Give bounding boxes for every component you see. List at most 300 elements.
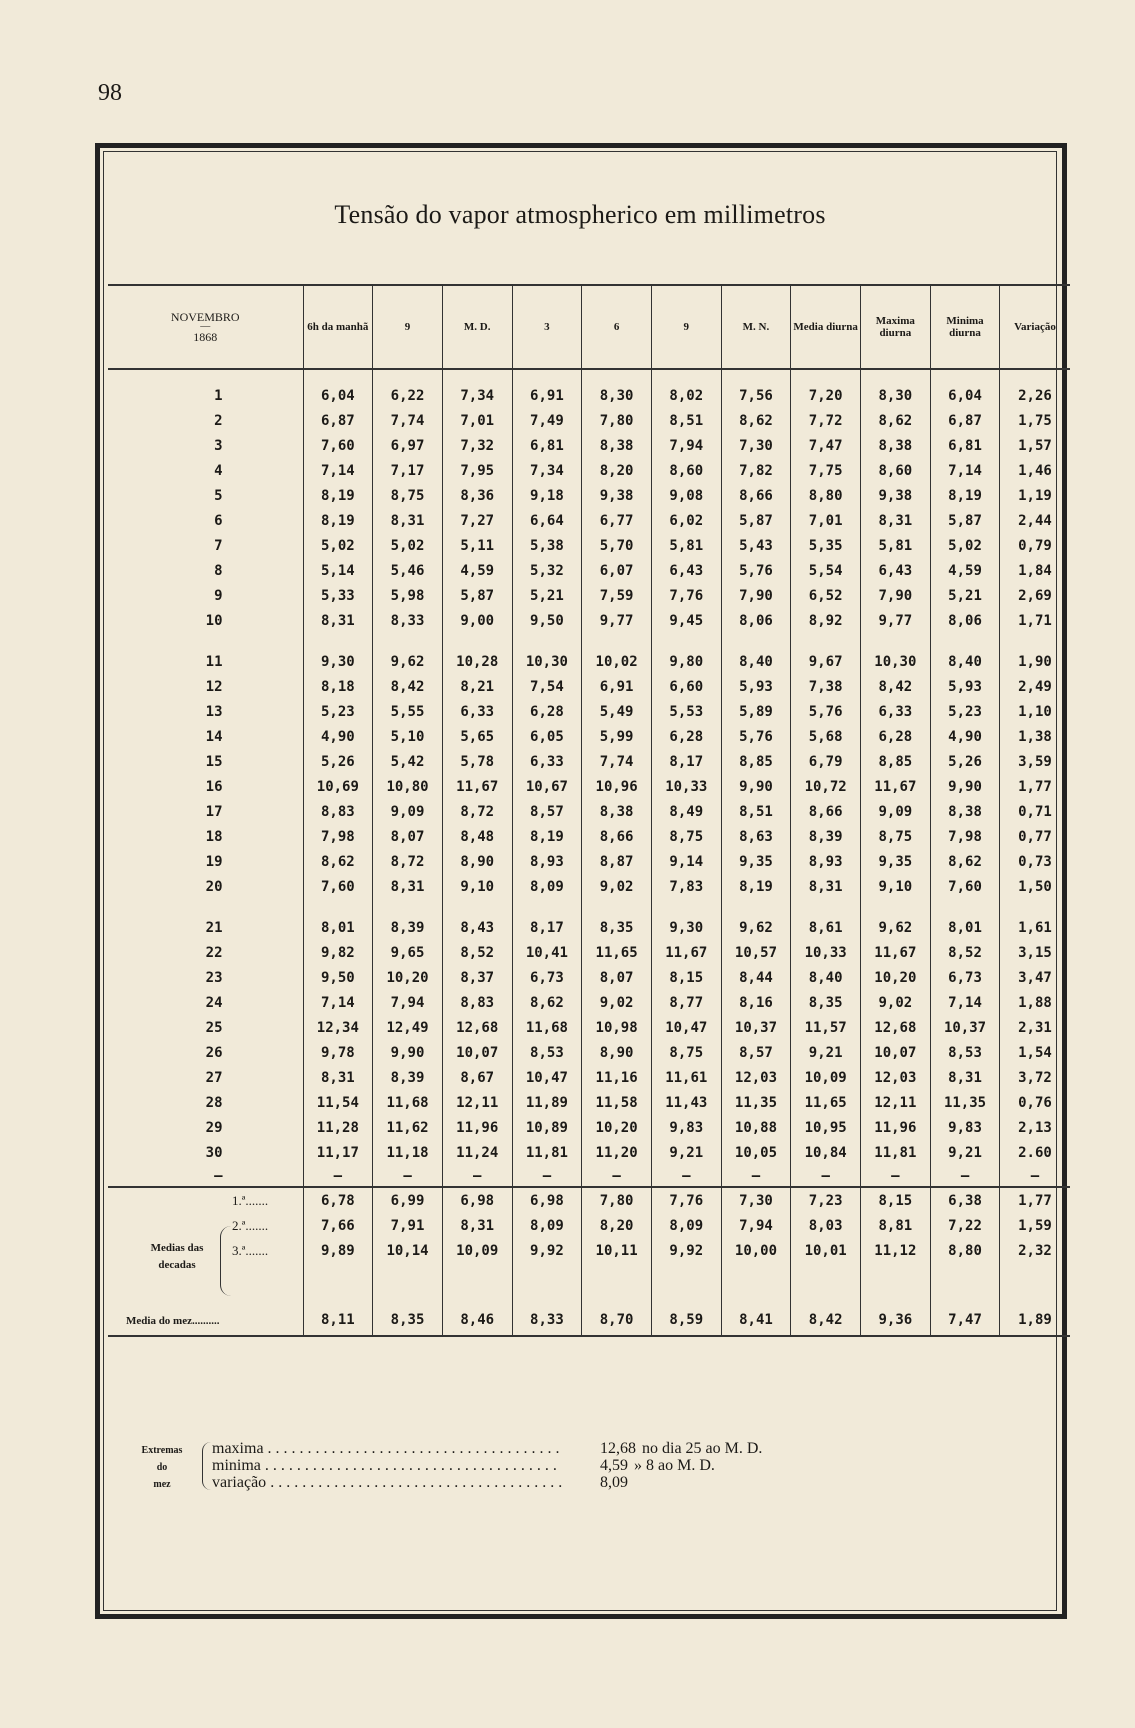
column-header: 6 <box>582 285 652 369</box>
value-cell: 11,18 <box>373 1140 443 1165</box>
value-cell: 7,49 <box>512 408 582 433</box>
value-cell: 9,45 <box>651 608 721 633</box>
value-cell: 9,62 <box>861 915 931 940</box>
value-cell: 5,23 <box>930 699 1000 724</box>
value-cell: 7,94 <box>651 433 721 458</box>
value-cell: 8,31 <box>791 874 861 899</box>
value-cell: 8,15 <box>861 1187 931 1213</box>
value-cell: 11,54 <box>303 1090 373 1115</box>
dash-cell: — <box>861 1165 931 1187</box>
row-label: 9 <box>214 587 223 604</box>
value-cell <box>930 899 1000 915</box>
value-cell: 8,75 <box>651 1040 721 1065</box>
value-cell: 6,04 <box>303 383 373 408</box>
column-header: Maxima diurna <box>861 285 931 369</box>
value-cell: 7,94 <box>373 990 443 1015</box>
header-dash: — <box>200 321 211 332</box>
day-row <box>108 699 1070 724</box>
value-cell: 8,36 <box>442 483 512 508</box>
value-cell: 7,34 <box>512 458 582 483</box>
decades-label-line1: Medias das <box>150 1242 204 1254</box>
value-cell: 9,10 <box>861 874 931 899</box>
value-cell: 3,72 <box>1000 1065 1070 1090</box>
value-cell: 11,35 <box>930 1090 1000 1115</box>
value-cell: 8,85 <box>721 749 791 774</box>
value-cell: 11,67 <box>861 774 931 799</box>
dash-cell: — <box>214 1167 223 1184</box>
value-cell: 9,21 <box>930 1140 1000 1165</box>
value-cell <box>1000 633 1070 649</box>
value-cell: 7,14 <box>930 458 1000 483</box>
value-cell: 2.60 <box>1000 1140 1070 1165</box>
value-cell: 1,88 <box>1000 990 1070 1015</box>
value-cell: 10,02 <box>582 649 652 674</box>
decade-label: 2.ª....... <box>232 1217 269 1233</box>
value-cell: 11,43 <box>651 1090 721 1115</box>
value-cell <box>651 899 721 915</box>
value-cell: 5,76 <box>721 724 791 749</box>
value-cell: 6,91 <box>512 383 582 408</box>
value-cell: 7,20 <box>791 383 861 408</box>
row-label: 13 <box>205 703 223 720</box>
value-cell: 6,33 <box>442 699 512 724</box>
value-cell <box>512 899 582 915</box>
value-cell: 9,10 <box>442 874 512 899</box>
value-cell: 7,54 <box>512 674 582 699</box>
value-cell <box>791 899 861 915</box>
value-cell: 11,61 <box>651 1065 721 1090</box>
day-row <box>108 458 1070 483</box>
value-cell: 2,31 <box>1000 1015 1070 1040</box>
value-cell: 7,34 <box>442 383 512 408</box>
value-cell <box>512 633 582 649</box>
day-row <box>108 1090 1070 1115</box>
value-cell: 5,46 <box>373 558 443 583</box>
value-cell: 8,09 <box>512 1213 582 1238</box>
table-title: Tensão do vapor atmospherico em millimetros <box>334 200 826 229</box>
value-cell: 5,68 <box>791 724 861 749</box>
value-cell <box>721 1263 791 1305</box>
value-cell: 6,43 <box>651 558 721 583</box>
value-cell: 6,52 <box>791 583 861 608</box>
value-cell <box>373 369 443 383</box>
value-cell: 8,66 <box>721 483 791 508</box>
value-cell: 11,16 <box>582 1065 652 1090</box>
extreme-value: 4,59 <box>600 1457 628 1474</box>
value-cell: 10,41 <box>512 940 582 965</box>
decades-group-label <box>132 1240 222 1274</box>
value-cell: 11,58 <box>582 1090 652 1115</box>
value-cell: 9,35 <box>721 849 791 874</box>
value-cell: 8,06 <box>930 608 1000 633</box>
value-cell: 5,89 <box>721 699 791 724</box>
value-cell: 5,26 <box>303 749 373 774</box>
row-label: 6 <box>214 512 223 529</box>
value-cell: 8,41 <box>721 1305 791 1336</box>
value-cell: 10,37 <box>930 1015 1000 1040</box>
value-cell: 2,49 <box>1000 674 1070 699</box>
value-cell: 5,99 <box>582 724 652 749</box>
day-row <box>108 674 1070 699</box>
row-label: 15 <box>205 753 223 770</box>
day-row <box>108 965 1070 990</box>
value-cell <box>303 899 373 915</box>
value-cell: 10,72 <box>791 774 861 799</box>
value-cell: 7,74 <box>373 408 443 433</box>
value-cell: 8,77 <box>651 990 721 1015</box>
value-cell: 8,48 <box>442 824 512 849</box>
value-cell: 11,96 <box>861 1115 931 1140</box>
value-cell: 9,09 <box>861 799 931 824</box>
value-cell: 8,80 <box>930 1238 1000 1263</box>
value-cell: 8,59 <box>651 1305 721 1336</box>
row-label <box>108 899 303 915</box>
row-label: 29 <box>205 1119 223 1136</box>
value-cell: 8,38 <box>582 433 652 458</box>
value-cell: 11,67 <box>442 774 512 799</box>
value-cell: 6,02 <box>651 508 721 533</box>
value-cell: 8,19 <box>721 874 791 899</box>
value-cell: 2,44 <box>1000 508 1070 533</box>
decades-brace <box>220 1226 231 1296</box>
value-cell: 6,60 <box>651 674 721 699</box>
value-cell: 8,33 <box>373 608 443 633</box>
value-cell: 3,47 <box>1000 965 1070 990</box>
value-cell: 9,18 <box>512 483 582 508</box>
value-cell: 7,80 <box>582 408 652 433</box>
value-cell: 8,51 <box>651 408 721 433</box>
value-cell: 1,46 <box>1000 458 1070 483</box>
value-cell: 10,01 <box>791 1238 861 1263</box>
extreme-value: 12,68 <box>600 1440 636 1457</box>
value-cell <box>442 369 512 383</box>
value-cell: 9,65 <box>373 940 443 965</box>
value-cell: 5,33 <box>303 583 373 608</box>
value-cell: 1,54 <box>1000 1040 1070 1065</box>
decade-row <box>108 1187 1070 1213</box>
value-cell: 7,91 <box>373 1213 443 1238</box>
value-cell: 7,56 <box>721 383 791 408</box>
value-cell: 8,19 <box>930 483 1000 508</box>
dash-cell: — <box>721 1165 791 1187</box>
row-label <box>108 633 303 649</box>
value-cell: 12,34 <box>303 1015 373 1040</box>
value-cell: 11,81 <box>512 1140 582 1165</box>
value-cell <box>512 369 582 383</box>
value-cell: 7,98 <box>303 824 373 849</box>
value-cell: 5,81 <box>861 533 931 558</box>
day-row <box>108 774 1070 799</box>
day-row <box>108 1040 1070 1065</box>
value-cell: 8,60 <box>651 458 721 483</box>
value-cell: 7,32 <box>442 433 512 458</box>
extremes-side-label: Extremas do mez <box>141 1445 183 1490</box>
value-cell: 8,87 <box>582 849 652 874</box>
value-cell: 10,69 <box>303 774 373 799</box>
extreme-row <box>212 1457 715 1474</box>
value-cell: 11,81 <box>861 1140 931 1165</box>
spacer-row <box>108 899 1070 915</box>
value-cell: 7,66 <box>303 1213 373 1238</box>
value-cell: 4,59 <box>930 558 1000 583</box>
value-cell: 8,06 <box>721 608 791 633</box>
value-cell <box>791 1263 861 1305</box>
value-cell: 8,31 <box>303 608 373 633</box>
value-cell: 7,83 <box>651 874 721 899</box>
row-label: 26 <box>205 1044 223 1061</box>
value-cell: 11,67 <box>651 940 721 965</box>
value-cell <box>930 369 1000 383</box>
value-cell: 8,20 <box>582 1213 652 1238</box>
value-cell: 9,67 <box>791 649 861 674</box>
extreme-note: no dia 25 ao M. D. <box>642 1440 763 1457</box>
value-cell: 8,51 <box>721 799 791 824</box>
month-year-header <box>108 285 303 369</box>
value-cell: 6,98 <box>442 1187 512 1213</box>
value-cell: 10,05 <box>721 1140 791 1165</box>
value-cell: 8,19 <box>512 824 582 849</box>
value-cell: 0,79 <box>1000 533 1070 558</box>
value-cell <box>373 899 443 915</box>
value-cell: 10,20 <box>373 965 443 990</box>
value-cell: 7,01 <box>791 508 861 533</box>
value-cell: 7,47 <box>930 1305 1000 1336</box>
value-cell: 2,32 <box>1000 1238 1070 1263</box>
value-cell: 5,10 <box>373 724 443 749</box>
value-cell: 8,57 <box>512 799 582 824</box>
row-label: 27 <box>205 1069 223 1086</box>
value-cell: 9,02 <box>861 990 931 1015</box>
value-cell: 8,15 <box>651 965 721 990</box>
value-cell: 8,39 <box>373 915 443 940</box>
value-cell: 8,31 <box>373 508 443 533</box>
value-cell: 9,77 <box>861 608 931 633</box>
value-cell: 9,08 <box>651 483 721 508</box>
value-cell: 6,05 <box>512 724 582 749</box>
value-cell: 5,43 <box>721 533 791 558</box>
day-row <box>108 724 1070 749</box>
value-cell: 7,23 <box>791 1187 861 1213</box>
value-cell <box>442 633 512 649</box>
value-cell: 5,78 <box>442 749 512 774</box>
value-cell: 7,01 <box>442 408 512 433</box>
decade-row <box>108 1238 1070 1263</box>
value-cell: 7,17 <box>373 458 443 483</box>
value-cell: 10,14 <box>373 1238 443 1263</box>
row-label: 1 <box>214 387 223 404</box>
header-row <box>108 285 1070 369</box>
spacer-row <box>108 369 1070 383</box>
value-cell <box>1000 899 1070 915</box>
value-cell: 0,71 <box>1000 799 1070 824</box>
value-cell: 8,39 <box>373 1065 443 1090</box>
row-label: 11 <box>205 653 223 670</box>
value-cell: 6,87 <box>303 408 373 433</box>
column-header: 9 <box>373 285 443 369</box>
day-row <box>108 799 1070 824</box>
value-cell <box>303 369 373 383</box>
value-cell: 12,11 <box>861 1090 931 1115</box>
value-cell: 8,31 <box>930 1065 1000 1090</box>
value-cell: 5,76 <box>791 699 861 724</box>
value-cell: 7,47 <box>791 433 861 458</box>
column-header: Media diurna <box>791 285 861 369</box>
value-cell: 11,65 <box>791 1090 861 1115</box>
value-cell: 6,78 <box>303 1187 373 1213</box>
value-cell <box>582 369 652 383</box>
value-cell: 9,78 <box>303 1040 373 1065</box>
column-header: M. N. <box>721 285 791 369</box>
value-cell: 8,19 <box>303 483 373 508</box>
day-row <box>108 1140 1070 1165</box>
value-cell: 5,55 <box>373 699 443 724</box>
value-cell: 1,19 <box>1000 483 1070 508</box>
value-cell: 7,22 <box>930 1213 1000 1238</box>
value-cell: 8,42 <box>373 674 443 699</box>
value-cell: 9,36 <box>861 1305 931 1336</box>
value-cell <box>303 1263 373 1305</box>
value-cell: 10,20 <box>861 965 931 990</box>
value-cell: 7,60 <box>303 874 373 899</box>
dash-cell: — <box>303 1165 373 1187</box>
column-header: Variação <box>1000 285 1070 369</box>
value-cell: 6,77 <box>582 508 652 533</box>
value-cell: 9,90 <box>930 774 1000 799</box>
value-cell <box>373 1263 443 1305</box>
value-cell: 5,98 <box>373 583 443 608</box>
value-cell: 5,02 <box>373 533 443 558</box>
row-label: 4 <box>214 462 223 479</box>
value-cell <box>303 633 373 649</box>
value-cell: 1,90 <box>1000 649 1070 674</box>
row-label: 8 <box>214 562 223 579</box>
value-cell: 9,21 <box>791 1040 861 1065</box>
dash-cell: — <box>1000 1165 1070 1187</box>
value-cell: 5,35 <box>791 533 861 558</box>
row-label: 10 <box>205 612 223 629</box>
value-cell: 6,28 <box>861 724 931 749</box>
value-cell: 6,73 <box>930 965 1000 990</box>
value-cell: 8,90 <box>442 849 512 874</box>
value-cell: 6,64 <box>512 508 582 533</box>
value-cell: 6,07 <box>582 558 652 583</box>
value-cell: 5,87 <box>930 508 1000 533</box>
value-cell: 9,09 <box>373 799 443 824</box>
page-number: 98 <box>98 80 122 106</box>
value-cell: 10,00 <box>721 1238 791 1263</box>
day-row <box>108 1115 1070 1140</box>
value-cell: 8,83 <box>442 990 512 1015</box>
decades-label-line2: decadas <box>158 1259 196 1271</box>
row-label: 5 <box>214 487 223 504</box>
value-cell: 8,35 <box>373 1305 443 1336</box>
value-cell: 0,77 <box>1000 824 1070 849</box>
value-cell: 11,28 <box>303 1115 373 1140</box>
day-row <box>108 824 1070 849</box>
value-cell: 9,83 <box>651 1115 721 1140</box>
value-cell: 5,23 <box>303 699 373 724</box>
value-cell: 9,83 <box>930 1115 1000 1140</box>
value-cell: 8,35 <box>791 990 861 1015</box>
value-cell: 9,02 <box>582 990 652 1015</box>
value-cell: 8,17 <box>651 749 721 774</box>
value-cell: 7,80 <box>582 1187 652 1213</box>
value-cell: 8,17 <box>512 915 582 940</box>
value-cell: 8,75 <box>651 824 721 849</box>
value-cell: 5,93 <box>930 674 1000 699</box>
value-cell <box>651 369 721 383</box>
value-cell: 5,32 <box>512 558 582 583</box>
value-cell: 3,59 <box>1000 749 1070 774</box>
value-cell: 8,93 <box>791 849 861 874</box>
year-label: 1868 <box>193 330 218 344</box>
extreme-name: variação . . . <box>212 1474 587 1491</box>
day-row <box>108 433 1070 458</box>
value-cell: 1,38 <box>1000 724 1070 749</box>
value-cell <box>582 633 652 649</box>
value-cell <box>442 1263 512 1305</box>
value-cell: 7,27 <box>442 508 512 533</box>
value-cell: 11,62 <box>373 1115 443 1140</box>
value-cell: 10,20 <box>582 1115 652 1140</box>
value-cell: 9,77 <box>582 608 652 633</box>
value-cell: 9,80 <box>651 649 721 674</box>
dash-cell: — <box>373 1165 443 1187</box>
row-label: 17 <box>205 803 223 820</box>
value-cell: 4,90 <box>303 724 373 749</box>
value-cell: 0,73 <box>1000 849 1070 874</box>
value-cell: 9,21 <box>651 1140 721 1165</box>
value-cell: 7,90 <box>721 583 791 608</box>
day-row <box>108 849 1070 874</box>
row-label: 21 <box>205 919 223 936</box>
value-cell: 8,72 <box>442 799 512 824</box>
value-cell: 6,28 <box>512 699 582 724</box>
vapor-tension-table <box>108 284 1070 1337</box>
value-cell: 8,42 <box>861 674 931 699</box>
value-cell: 5,42 <box>373 749 443 774</box>
value-cell: 8,75 <box>373 483 443 508</box>
value-cell: 7,14 <box>303 458 373 483</box>
value-cell: 12,03 <box>721 1065 791 1090</box>
value-cell: 8,75 <box>861 824 931 849</box>
value-cell: 11,89 <box>512 1090 582 1115</box>
decade-label: 1.ª....... <box>232 1192 269 1208</box>
value-cell: 11,68 <box>373 1090 443 1115</box>
dash-cell: — <box>582 1165 652 1187</box>
value-cell: 10,57 <box>721 940 791 965</box>
value-cell <box>861 1263 931 1305</box>
day-row <box>108 558 1070 583</box>
value-cell <box>861 899 931 915</box>
value-cell: 10,33 <box>651 774 721 799</box>
row-label: 16 <box>205 778 223 795</box>
value-cell: 1,77 <box>1000 1187 1070 1213</box>
value-cell: 9,35 <box>861 849 931 874</box>
value-cell: 5,38 <box>512 533 582 558</box>
value-cell: 7,76 <box>651 583 721 608</box>
day-row <box>108 383 1070 408</box>
value-cell: 7,72 <box>791 408 861 433</box>
value-cell <box>861 369 931 383</box>
row-label <box>108 1305 303 1336</box>
value-cell: 8,53 <box>930 1040 1000 1065</box>
value-cell: 8,38 <box>861 433 931 458</box>
value-cell: 1,71 <box>1000 608 1070 633</box>
value-cell: 8,18 <box>303 674 373 699</box>
row-label: 3 <box>214 437 223 454</box>
value-cell: 8,35 <box>582 915 652 940</box>
